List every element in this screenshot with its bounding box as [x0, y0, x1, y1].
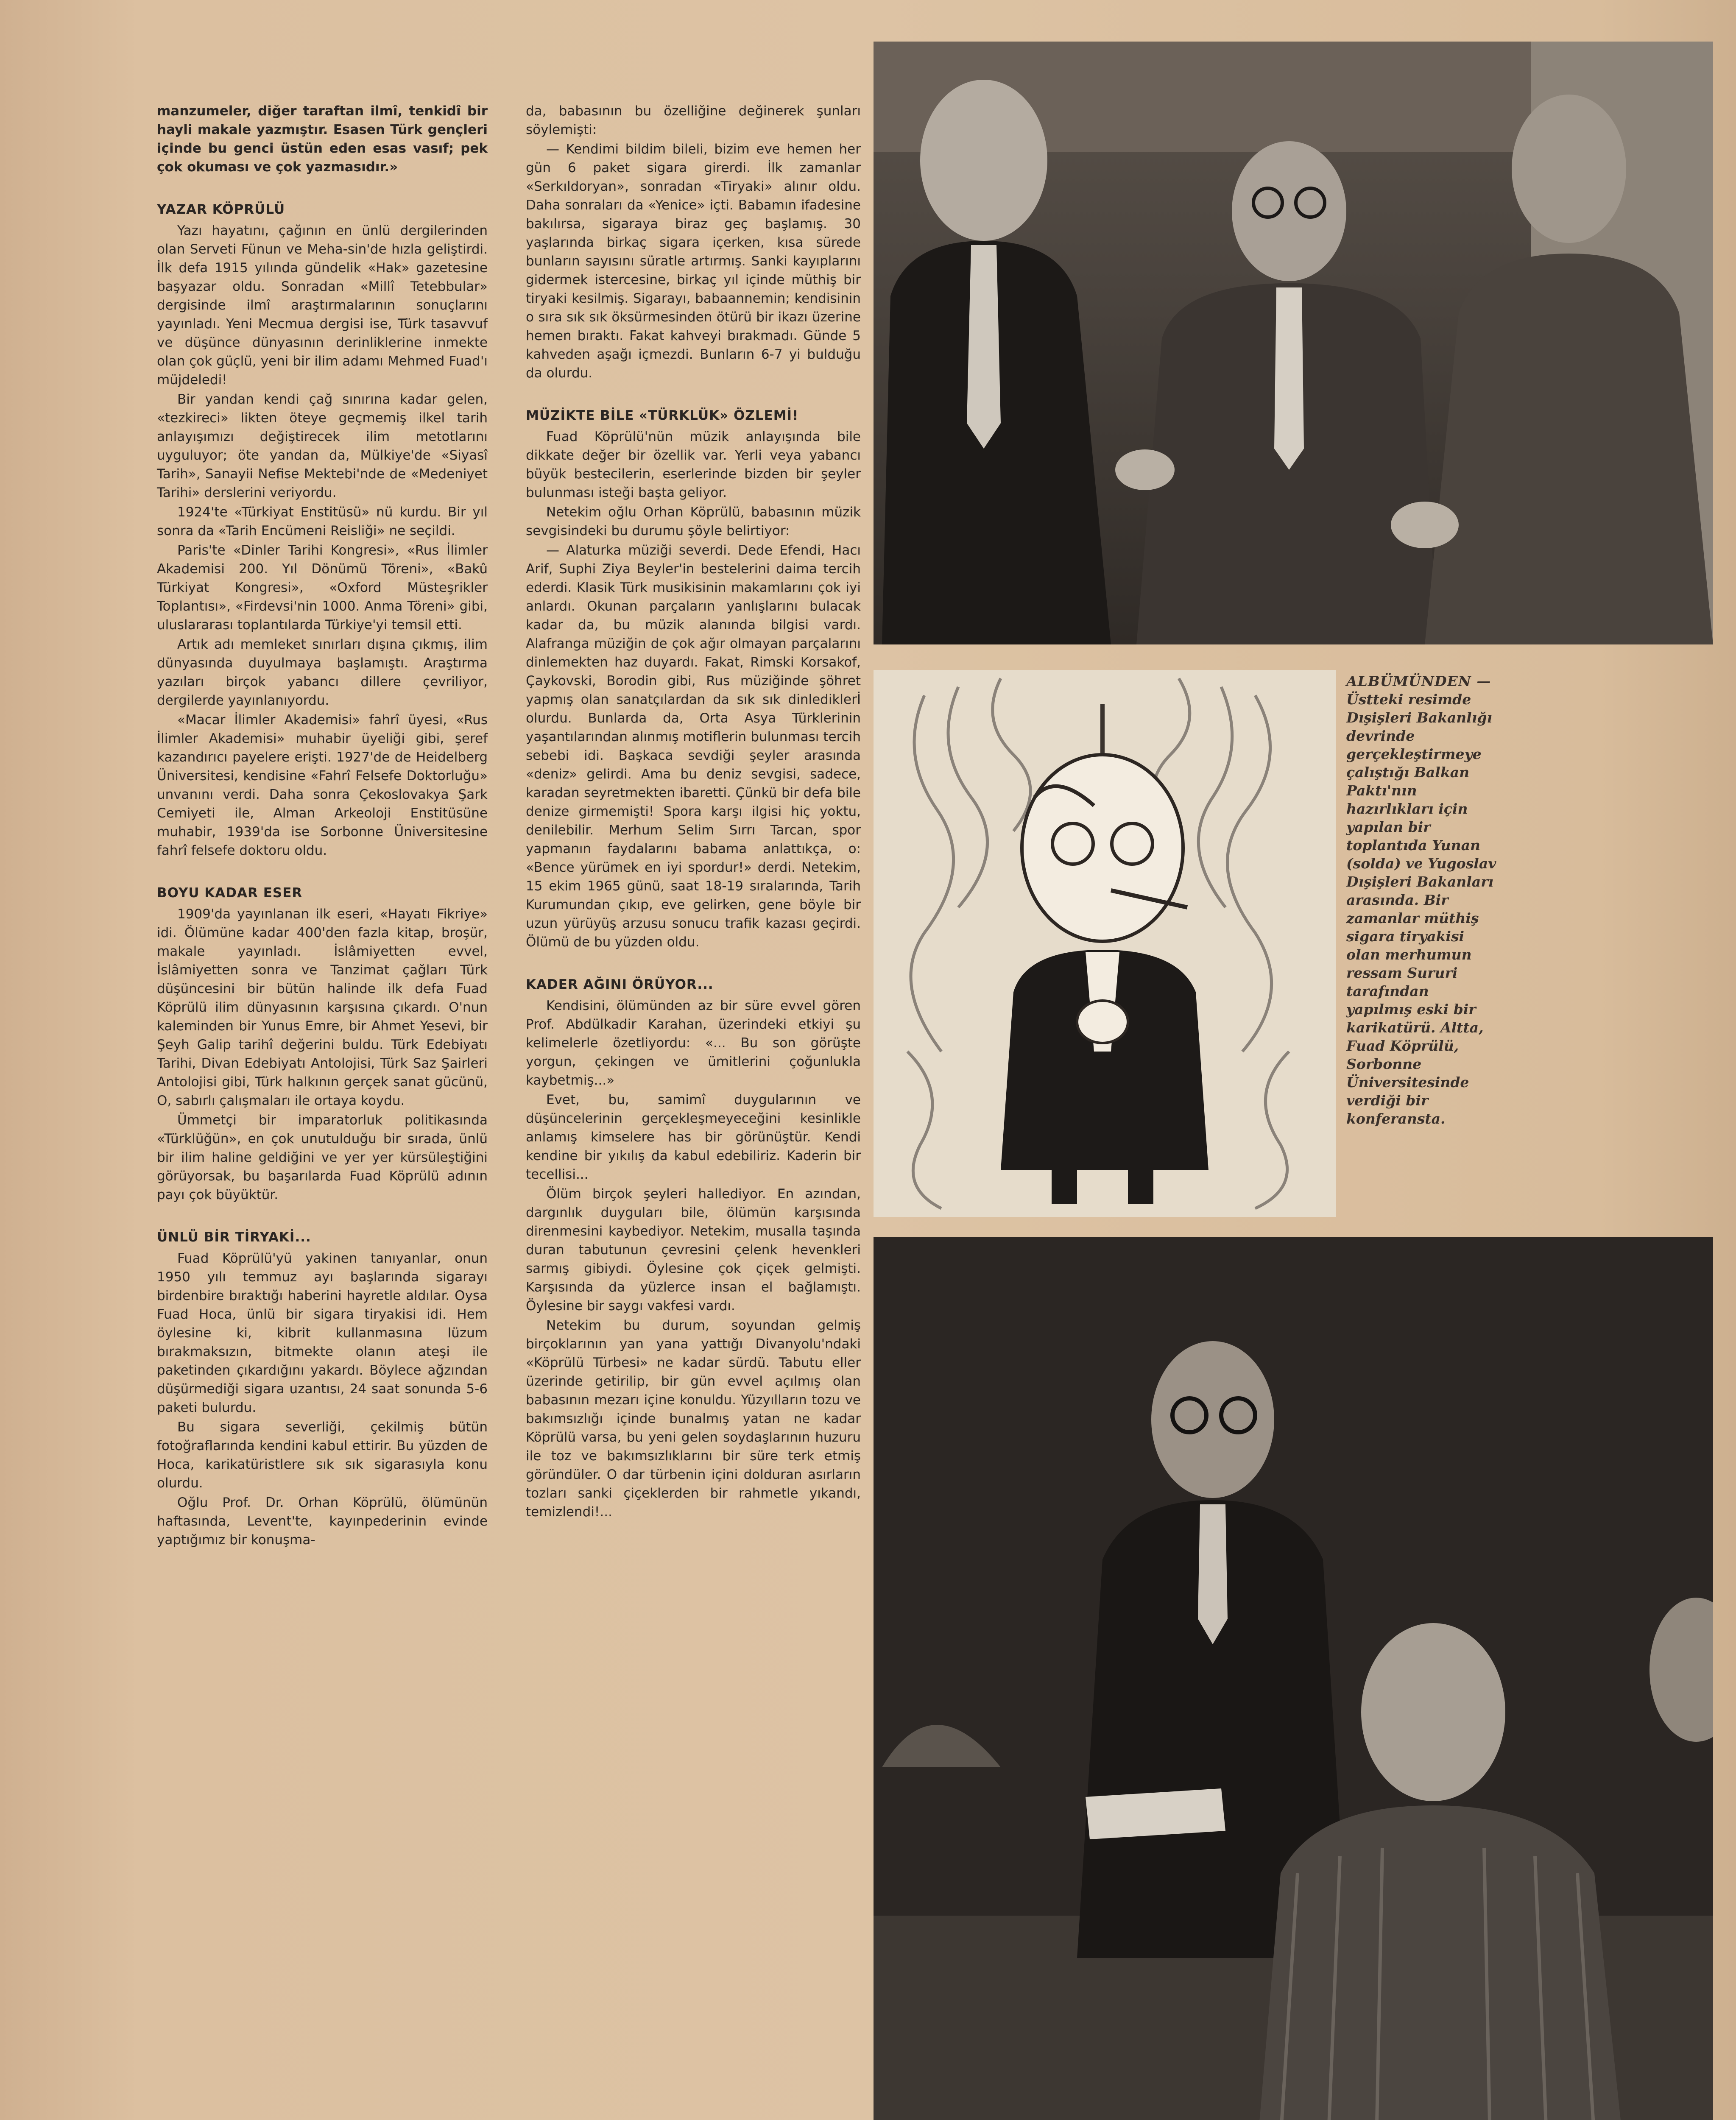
- caption-body: Üstteki resimde Dışişleri Bakanlığı devrinde gerçekleştirmeye çalıştığı Balkan Paktı'nın hazırlıkları için yapılan bir toplantıda Yunan (solda) ve Yugoslav Dışişleri Bakanları arasında. Bir zamanlar müthiş sigara tiryakisi olan merhumun ressam Sururi tarafından yapılmış eski bir karikatürü. Altta, Fuad Köprülü, Sorbonne Üniversitesinde verdiği bir konferansta.: [1346, 691, 1496, 1127]
- caption-lead: ALBÜMÜNDEN —: [1346, 673, 1491, 689]
- heading-unlu-bir-tiryaki: ÜNLÜ BİR TİRYAKİ...: [157, 1230, 311, 1245]
- photo-balkan-pact-meeting: [874, 42, 1713, 644]
- caricature-smoking: [874, 670, 1336, 1217]
- paragraph: Paris'te «Dinler Tarihi Kongresi», «Rus İlimler Akademisi 200. Yıl Dönümü Töreni», «Bakû Türkiyat Kongresi», «Oxford Müsteşrikler Toplantısı», «Firdevsi'nin 1000. Anma Töreni» gibi, uluslararası toplantılarda Türkiye'yi temsil etti.: [157, 543, 488, 633]
- paragraph: Bu sigara severliği, çekilmiş bütün fotoğraflarında kendini kabul ettirir. Bu yüzden de Hoca, karikatüristlere sık sık sigarasıyla konu olurdu.: [157, 1420, 488, 1491]
- paragraph: «Macar İlimler Akademisi» fahrî üyesi, «Rus İlimler Akademisi» muhabir üyeliği gibi, şeref kazandırıcı payelere erişti. 1927'de de Heidelberg Üniversitesi, kendisine «Fahrî Felsefe Doktorluğu» unvanını verdi. Daha sonra Çekoslovakya Şark Cemiyeti ile, Alman Arkeoloji Enstitüsüne muhabir, 1939'da ise Sorbonne Üniversitesine fahrî felsefe doktoru oldu.: [157, 712, 488, 858]
- paragraph: Fuad Köprülü'nün müzik anlayışında bile dikkate değer bir özellik var. Yerli veya yabancı büyük bestecilerin, eserlerinde bizden bir şeyler bulunması isteği başta geliyor.: [526, 429, 861, 500]
- heading-kader-agini-oruyor: KADER AĞINI ÖRÜYOR...: [526, 977, 714, 992]
- paragraph: Netekim oğlu Orhan Köprülü, babasının müzik sevgisindeki bu durumu şöyle belirtiyor:: [526, 505, 861, 538]
- paragraph: Evet, bu, samimî duygularının ve düşüncelerinin gerçekleşmeyeceğini kesinlikle anlamış kimselere has bir görünüştür. Kendi kendine bir yıkılış da kabul edebiliriz. Kaderin bir tecellisi...: [526, 1092, 861, 1182]
- heading-yazar-koprulu: YAZAR KÖPRÜLÜ: [157, 202, 285, 217]
- text-column-middle: [526, 102, 861, 1522]
- paragraph: Oğlu Prof. Dr. Orhan Köprülü, ölümünün haftasında, Levent'te, kayınpederinin evinde yaptığımız bir konuşma-: [157, 1495, 488, 1548]
- photo-sorbonne-lecture: [874, 1237, 1713, 2120]
- text-column-left: [157, 102, 488, 1550]
- quote-paragraph: — Alaturka müziği severdi. Dede Efendi, Hacı Arif, Suphi Ziya Beyler'in bestelerini daima tercih ederdi. Klasik Türk musikisinin makamlarını çok iyi anlardı. Okunan parçaların yanlışlarını bulacak kadar da, bu müzik alanında bilgisi vardı. Alafranga müziğin de çok ağır olmayan parçalarını dinlemekten haz duyardı. Fakat, Rimski Korsakof, Çaykovski, Borodin gibi, Rus müziğinde şöhret yapmış olan sanatçılardan da sık sık dinlediklerİ olurdu. Bunlarda da, Orta Asya Türklerinin yaşantılarından alınmış motiflerin bulunması tercih sebebi idi. Başkaca sevdiği şeyler arasında «deniz» gelirdi. Ama bu deniz sevgisi, sadece, karadan seyretmekten ibaretti. Çünkü bir defa bile denize girmemişti! Spora karşı ilgisi hiç yoktu, denilebilir. Merhum Selim Sırrı Tarcan, spor yapmanın faydalarını babama anlattıkça, o: «Bence yürümek en iyi spordur!» derdi. Netekim, 15 ekim 1965 günü, saat 18-19 sıralarında, Tarih Kurumundan çıkıp, eve gelirken, gene böyle bir uzun yürüyüş arzusu sonucu trafik kazası geçirdi. Ölümü de bu yüzden oldu.: [526, 543, 861, 950]
- paragraph: da, babasının bu özelliğine değinerek şunları söylemişti:: [526, 103, 861, 137]
- paragraph: Yazı hayatını, çağının en ünlü dergilerinden olan Serveti Fünun ve Meha-sin'de hızla geliştirdi. İlk defa 1915 yılında gündelik «Hak» gazetesine başyazar oldu. Sonradan «Millî Tetebbular» dergisinde ilmî araştırmalarının sonuçlarını yayınladı. Yeni Mecmua dergisi ise, Türk tasavvuf ve düşünce dünyasının derinliklerine inmekte olan çok güçlü, yeni bir ilim adamı Mehmed Fuad'ı müjdeledi!: [157, 223, 488, 388]
- paragraph: 1924'te «Türkiyat Enstitüsü» nü kurdu. Bir yıl sonra da «Tarih Encümeni Reisliği» ne seçildi.: [157, 505, 488, 538]
- photo-figures: [874, 1237, 1713, 2120]
- photo-figures: [874, 42, 1713, 644]
- paragraph: 1909'da yayınlanan ilk eseri, «Hayatı Fikriye» idi. Ölümüne kadar 400'den fazla kitap, broşür, makale yayınladı. İslâmiyetten evvel, İslâmiyetten sonra ve Tanzimat çağları Türk düşüncesini bir bütün halinde ilk defa Fuad Köprülü ilim dünyasının karşısına çıkardı. O'nun kaleminden bir Yunus Emre, bir Ahmet Yesevi, bir Şeyh Galip tarihî değerini buldu. Türk Edebiyatı Tarihi, Divan Edebiyatı Antolojisi, Türk Saz Şairleri Antolojisi gibi, Türk halkının gerçek sanat gücünü, O, sabırlı çalışmaları ile ortaya koydu.: [157, 907, 488, 1108]
- paragraph: Bir yandan kendi çağ sınırına kadar gelen, «tezkireci» likten öteye geçmemiş ilkel tarih anlayışımızı değiştirecek ilim metotlarını uyguluyor; öte yandan da, Mülkiye'de «Siyasî Tarih», Sanayii Nefise Mektebi'nde de «Medeniyet Tarihi» derslerini veriyordu.: [157, 392, 488, 500]
- heading-boyu-kadar-eser: BOYU KADAR ESER: [157, 885, 303, 901]
- paragraph: Kendisini, ölümünden az bir süre evvel gören Prof. Abdülkadir Karahan, üzerindeki etkiyi şu kelimelerle özetliyordu: «... Bu son görüşte yorgun, çekingen ve ümitlerini çoğunlukla kaybetmiş...»: [526, 998, 861, 1088]
- paragraph: Ümmetçi bir imparatorluk politikasında «Türklüğün», en çok unutulduğu bir sırada, ünlü bir ilim haline geldiğini ve yer yer kürsüleştiğini görüyorsak, bu başarılarda Fuad Köprülü adının payı çok büyüktür.: [157, 1113, 488, 1202]
- paragraph: Ölüm birçok şeyleri hallediyor. En azından, dargınlık duyguları bile, ölümün karşısında direnmesini kaybediyor. Netekim, musalla taşında duran tabutunun çevresini çelenk hevenkleri sarmış gibiydi. Öylesine çok çiçek gelmişti. Karşısında da yüzlerce insan el bağlamıştı. Öylesine bir saygı vakfesi vardı.: [526, 1186, 861, 1314]
- paragraph: Fuad Köprülü'yü yakinen tanıyanlar, onun 1950 yılı temmuz ayı başlarında sigarayı birdenbire bıraktığı haberini hayretle aldılar. Oysa Fuad Hoca, ünlü bir sigara tiryakisi idi. Hem öylesine ki, kibrit kullanmasına lüzum bırakmaksızın, bitmekte olanın ateşi ile paketinden çıkardığını yakardı. Böylece ağzından düşürmediği sigara uzantısı, 24 saat sonunda 5-6 paketi bulurdu.: [157, 1251, 488, 1415]
- quote-paragraph: — Kendimi bildim bileli, bizim eve hemen her gün 6 paket sigara girerdi. İlk zamanlar «Serkıldoryan», sonradan «Tiryaki» alınır oldu. Daha sonraları da «Yenice» içti. Babamın ifadesine bakılırsa, sigaraya biraz geç başlamış. 30 yaşlarında birkaç sigara içerken, kısa sürede bunların sayısını süratle artırmış. Sanki kayıplarını gidermek istercesine, birkaç yıl içinde müthiş bir tiryaki kesilmiş. Sigarayı, babaannemin; kendisinin o sıra sık sık öksürmesinden ötürü bir ikazı üzerine hemen bıraktı. Fakat kahveyi bırakmadı. Günde 5 kahveden aşağı içmezdi. Bunların 6-7 yi bulduğu da olurdu.: [526, 142, 861, 381]
- heading-muzikte-bile: MÜZİKTE BİLE «TÜRKLÜK» ÖZLEMİ!: [526, 408, 799, 423]
- paragraph: Artık adı memleket sınırları dışına çıkmış, ilim dünyasında duyulmaya başlamıştı. Araştırma yazıları birçok yabancı dillere çevriliyor, dergilerde yayınlanıyordu.: [157, 637, 488, 708]
- intro-paragraph: manzumeler, diğer taraftan ilmî, tenkidî bir hayli makale yazmıştır. Esasen Türk gençleri içinde bu genci üstün eden esas vasıf; pek çok okuması ve çok yazmasıdır.»: [157, 103, 488, 175]
- caricature-drawing: [874, 670, 1336, 1217]
- paragraph: Netekim bu durum, soyundan gelmiş birçoklarının yan yana yattığı Divanyolu'ndaki «Köprülü Türbesi» ne kadar sürdü. Tabutu eller üzerinde getirilip, bir gün evvel açılmış olan babasının mezarı içine konuldu. Yüzyılların tozu ve bakımsızlığı içinde bunalmış yatan ne kadar Köprülü varsa, bu yeni gelen soydaşlarının huzuru ile toz ve bakımsızlıklarını bir süre terk etmiş göründüler. O dar türbenin içini dolduran asırların tozları sanki çiçeklerden bir rahmetle yıkandı, temizlendi!...: [526, 1318, 861, 1520]
- photo-caption: [1346, 672, 1499, 1128]
